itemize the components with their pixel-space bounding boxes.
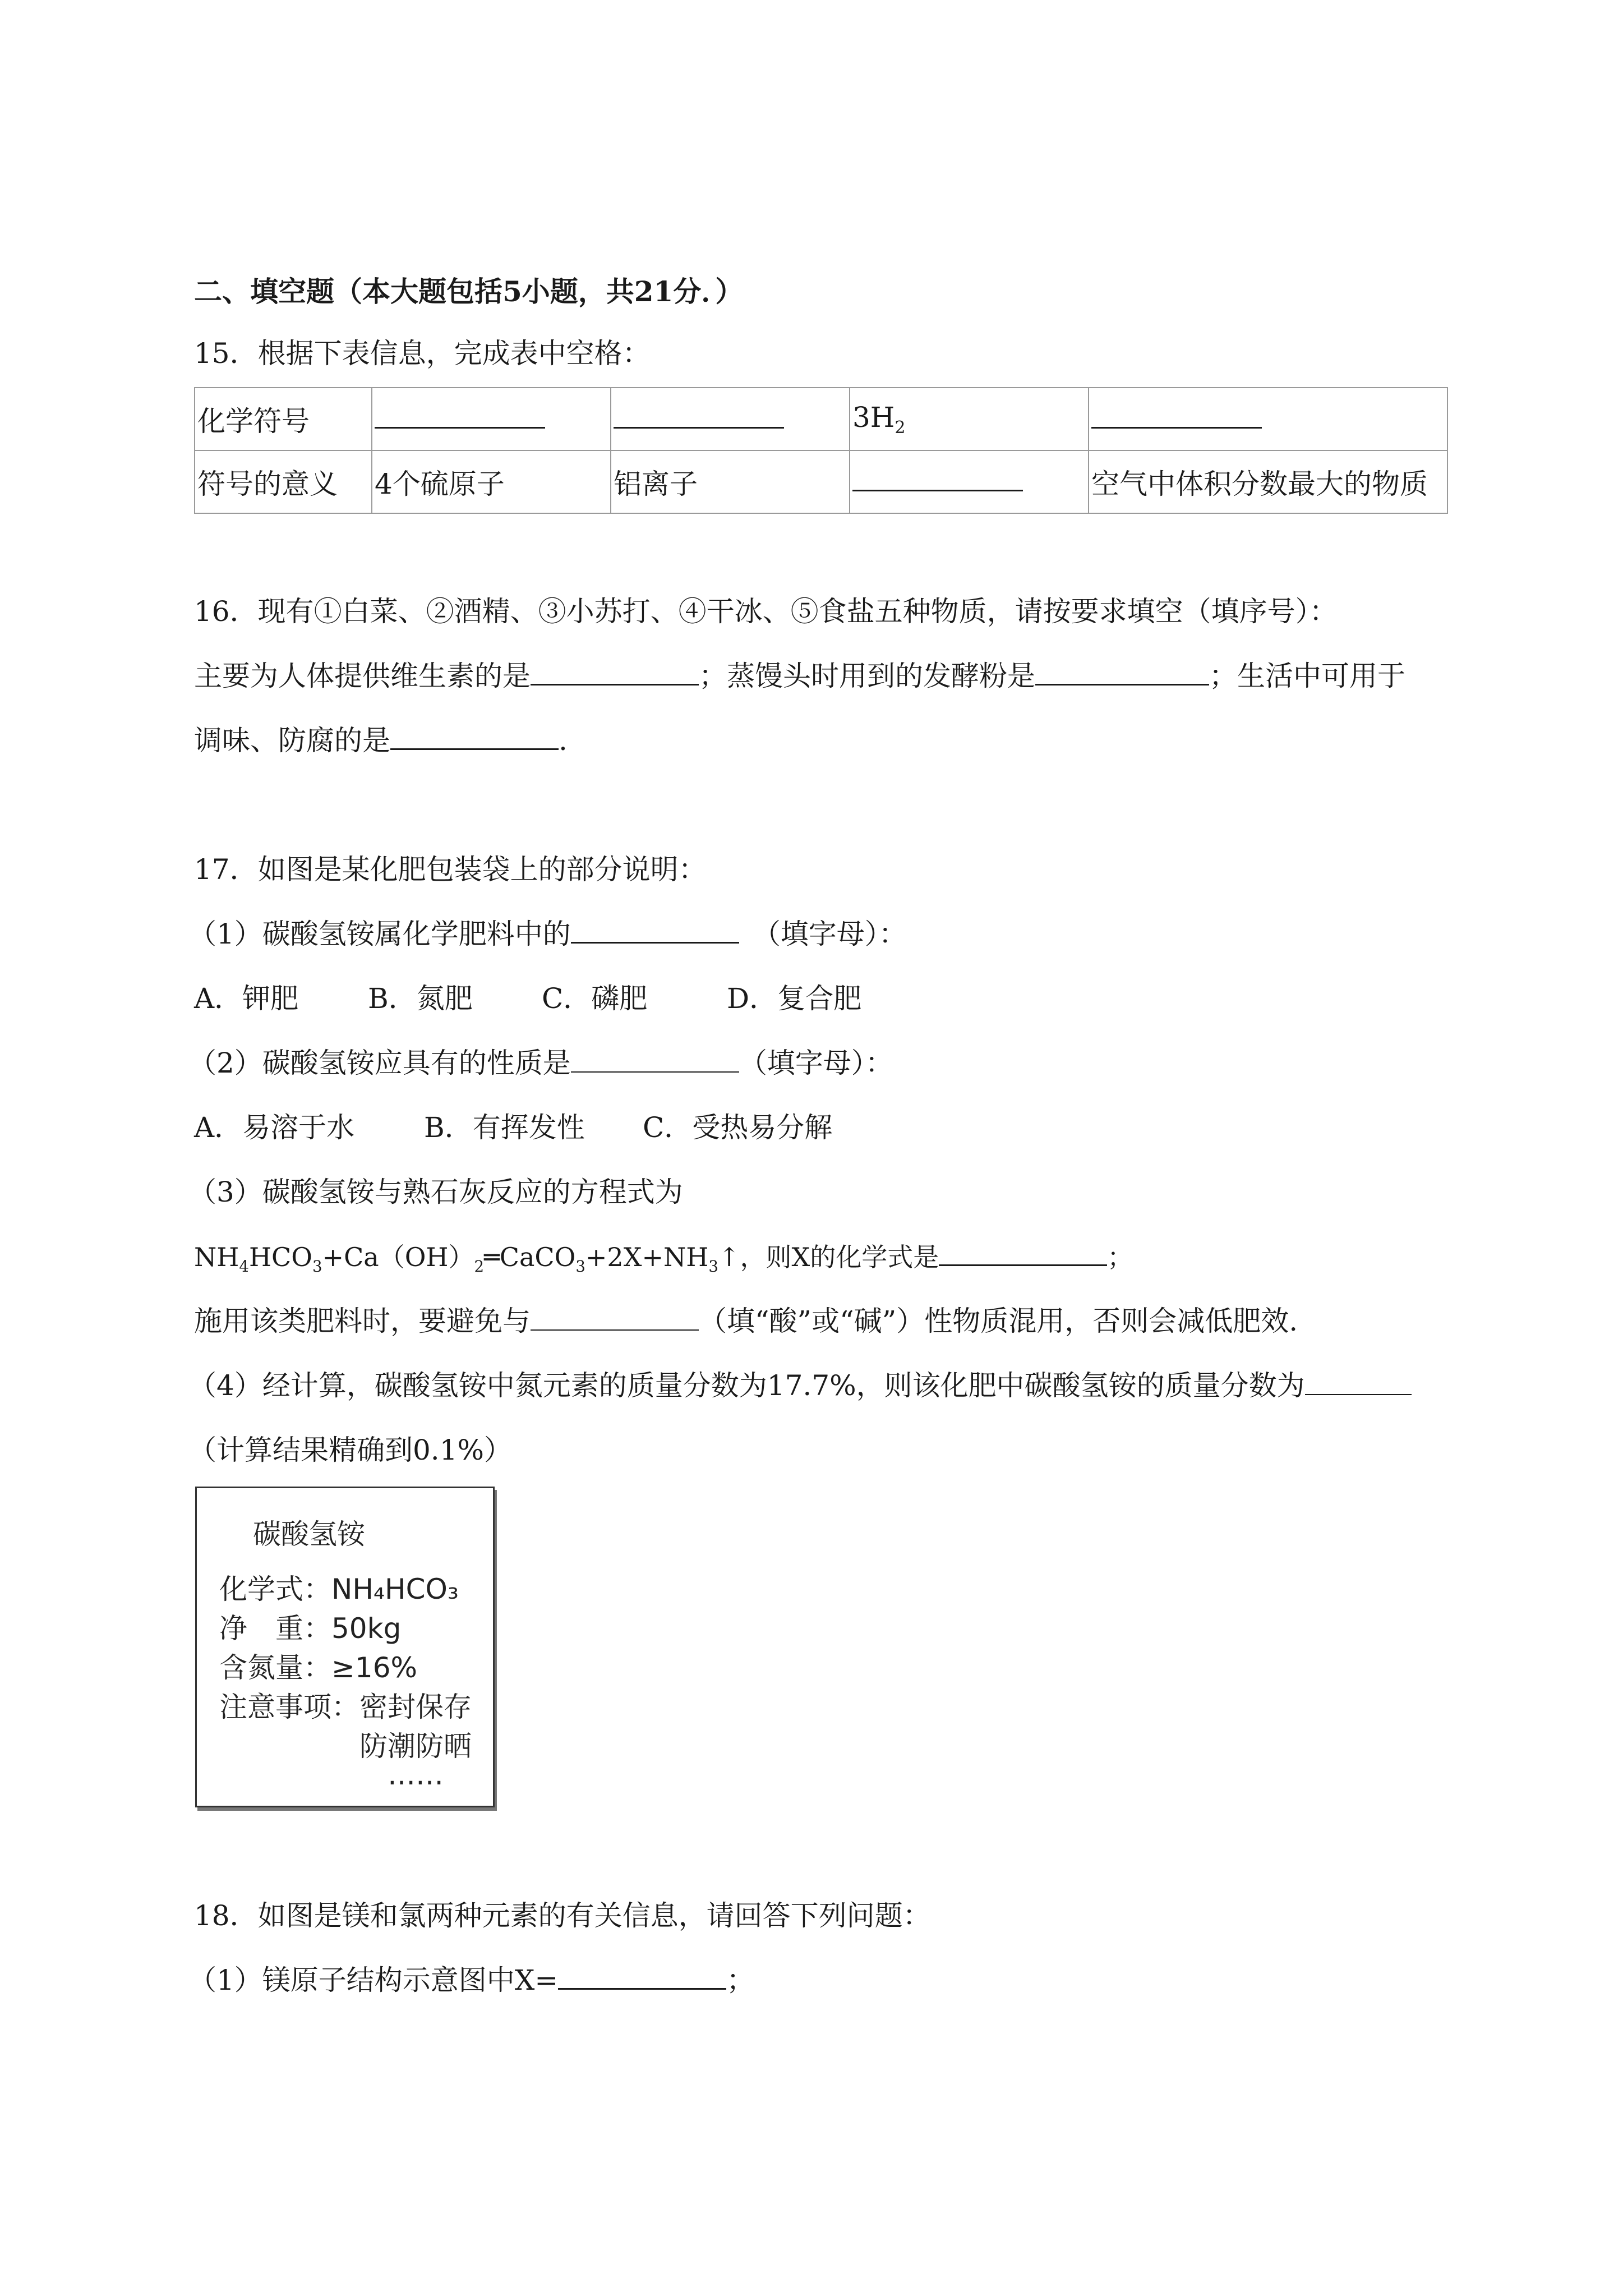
q17-part3-line2: 施用该类肥料时，要避免与 （填“酸”或“碱”）性物质混用，否则会减低肥效. [194,1305,1298,1337]
table-row [195,450,1447,513]
row2-head: 符号的意义 [195,450,372,513]
q17-part2: （2）碳酸氢铵应具有的性质是 （填字母）： [188,1047,893,1079]
answer-blank[interactable] [531,659,699,685]
answer-blank[interactable] [1035,659,1209,685]
answer-blank[interactable] [571,1047,739,1073]
label-weight: 净 重：50kg [219,1612,402,1645]
answer-blank[interactable] [531,1305,699,1331]
label-title: 碳酸氢铵 [253,1518,365,1550]
q18-line1: 18．如图是镁和氯两种元素的有关信息，请回答下列问题： [194,1899,931,1932]
answer-blank[interactable] [850,450,1089,513]
q17-line1: 17．如图是某化肥包装袋上的部分说明： [194,853,707,886]
q17-equation: $NH_4HCO_3+Ca(OH)_2═CaCO_3+2X+NH_3↑$，则X的化学式是 ； [194,1240,1133,1283]
section-header: 二、填空题（本大题包括5小题，共21分．） [194,275,744,308]
option-c: C．受热易分解 [643,1111,833,1144]
option-a: A．易溶于水 [194,1111,355,1144]
label-notes-2: 防潮防晒 [359,1730,472,1763]
row1-c3: $3H_2$ [850,388,1089,450]
q16-line3: 调味、防腐的是 . [194,724,568,757]
option-a: A．钾肥 [194,982,299,1015]
answer-blank[interactable] [1305,1369,1412,1395]
row2-c1: 4个硫原子 [372,450,611,513]
option-b: B．氮肥 [368,982,473,1015]
row1-head: 化学符号 [195,388,372,450]
q17-options2 [194,1111,832,1144]
answer-blank[interactable] [611,388,850,450]
answer-blank[interactable] [1089,388,1447,450]
row2-c2: 铝离子 [611,450,850,513]
option-c: C．磷肥 [542,982,648,1015]
q16-line2: 主要为人体提供维生素的是 ；蒸馒头时用到的发酵粉是 ；生活中可用于 [194,660,1405,692]
q15-prompt: 15．根据下表信息，完成表中空格： [194,337,651,370]
q18-part1: （1）镁原子结构示意图中X= ； [188,1964,755,1996]
row2-c4: 空气中体积分数最大的物质 [1089,450,1447,513]
label-ellipsis: …… [388,1759,444,1791]
fertilizer-label [195,1487,495,1807]
q15-table [194,387,1448,514]
answer-blank[interactable] [939,1240,1107,1266]
option-b: B．有挥发性 [424,1111,585,1144]
answer-blank[interactable] [571,917,739,944]
q17-part4-note: （计算结果精确到0.1%） [188,1434,513,1466]
q16-line1: 16．现有①白菜、②酒精、③小苏打、④干冰、⑤食盐五种物质，请按要求填空（填序号）： [194,595,1338,628]
q17-options1 [194,982,861,1015]
label-formula: 化学式：NH₄HCO₃ [219,1573,459,1605]
q17-part4: （4）经计算，碳酸氢铵中氮元素的质量分数为17.7%，则该化肥中碳酸氢铵的质量分数为 [188,1369,1412,1402]
answer-blank[interactable] [558,1963,726,1990]
label-notes: 注意事项：密封保存 [219,1691,472,1723]
option-d: D．复合肥 [727,982,862,1015]
answer-blank[interactable] [390,724,559,750]
q17-part1: （1）碳酸氢铵属化学肥料中的 （填字母）： [188,918,907,950]
table-row [195,388,1447,450]
label-nitrogen: 含氮量：≥16% [219,1651,418,1684]
answer-blank[interactable] [372,388,611,450]
q17-part3: （3）碳酸氢铵与熟石灰反应的方程式为 [188,1176,683,1208]
